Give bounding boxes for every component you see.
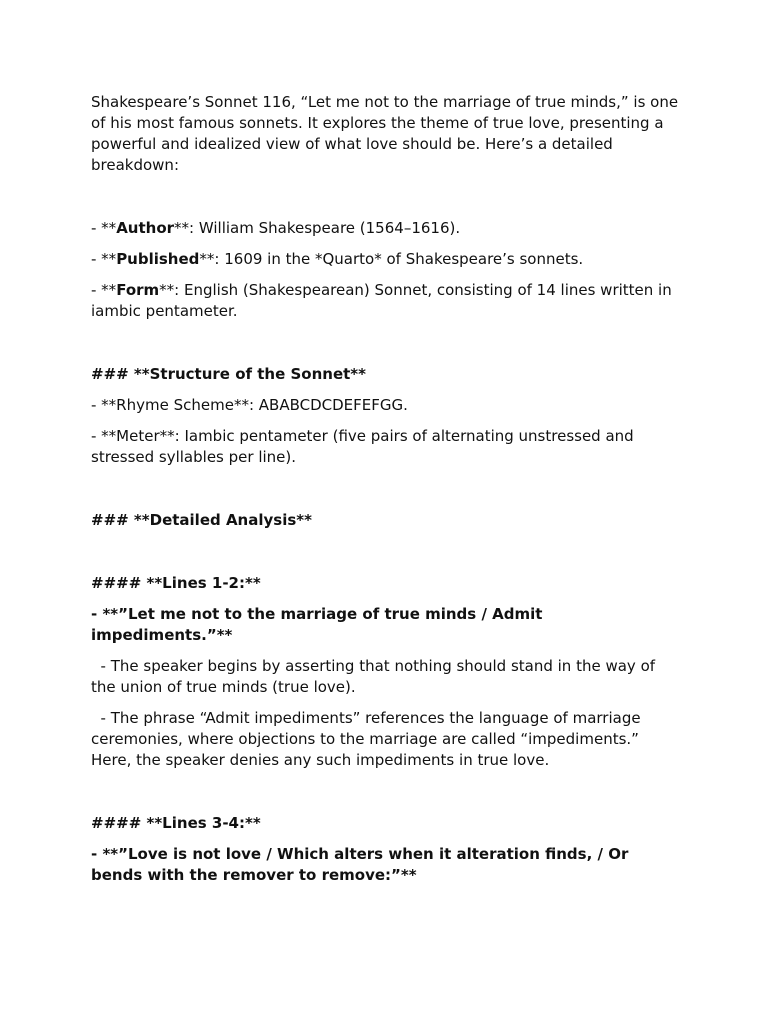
lines-1-2-heading: #### **Lines 1-2:** — [91, 574, 261, 592]
structure-heading: ### **Structure of the Sonnet** — [91, 365, 366, 383]
fact-published — [91, 249, 683, 270]
lines-1-2-quote: - **”Let me not to the marriage of true minds / Admit impediments.”** — [91, 605, 543, 644]
structure-rhyme-scheme: - **Rhyme Scheme**: ABABCDCDEFEFGG. — [91, 396, 408, 414]
fact-form — [91, 280, 683, 322]
fact-author — [91, 218, 683, 239]
fact-prefix: - ** — [91, 219, 117, 237]
lines-1-2-note: - The phrase “Admit impediments” references the language of marriage ceremonies, where objections to the marriage are called “impediments.” Here, the speaker denies any such impediments in true love. — [91, 709, 646, 769]
fact-text: **: William Shakespeare (1564–1616). — [174, 219, 461, 237]
fact-term: Author — [116, 219, 175, 237]
fact-term: Form — [116, 281, 160, 299]
fact-term: Published — [116, 250, 200, 268]
fact-prefix: - ** — [91, 281, 117, 299]
lines-3-4-quote: - **”Love is not love / Which alters when it alteration finds, / Or bends with the remover to remove:”** — [91, 845, 629, 884]
fact-text: **: English (Shakespearean) Sonnet, consisting of 14 lines written in iambic pentameter. — [91, 281, 672, 320]
lines-1-2-note: - The speaker begins by asserting that nothing should stand in the way of the union of true minds (true love). — [91, 657, 660, 696]
lines-3-4-heading: #### **Lines 3-4:** — [91, 814, 261, 832]
fact-prefix: - ** — [91, 250, 117, 268]
intro-paragraph: Shakespeare’s Sonnet 116, “Let me not to the marriage of true minds,” is one of his most famous sonnets. It explores the theme of true love, presenting a powerful and idealized view of what love should be. Here’s a detailed breakdown: — [91, 93, 679, 174]
document-page — [91, 92, 683, 896]
analysis-heading: ### **Detailed Analysis** — [91, 511, 312, 529]
fact-text: **: 1609 in the *Quarto* of Shakespeare’s sonnets. — [199, 250, 584, 268]
structure-meter: - **Meter**: Iambic pentameter (five pairs of alternating unstressed and stressed syllables per line). — [91, 427, 634, 466]
